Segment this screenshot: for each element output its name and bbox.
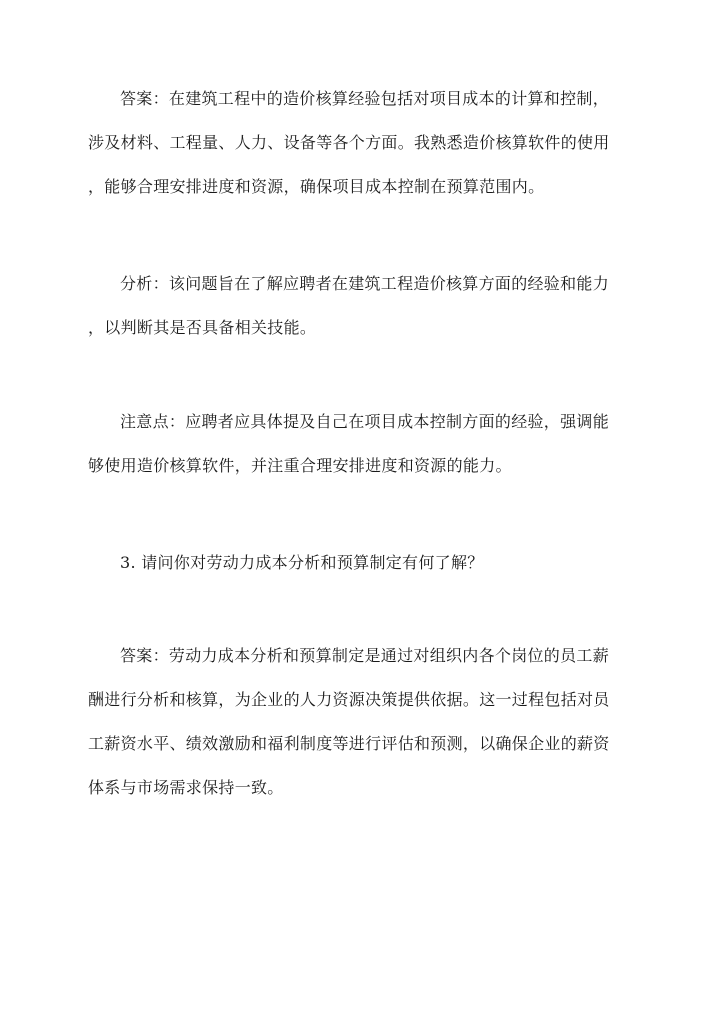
- text-line: 答案：在建筑工程中的造价核算经验包括对项目成本的计算和控制，: [120, 89, 610, 108]
- analysis-paragraph: [88, 262, 636, 350]
- answer-paragraph: [88, 634, 636, 810]
- text-line: 工薪资水平、绩效激励和福利制度等进行评估和预测，以确保企业的薪资: [88, 734, 610, 753]
- text-line: 够使用造价核算软件，并注重合理安排进度和资源的能力。: [88, 456, 512, 475]
- text-line: 分析：该问题旨在了解应聘者在建筑工程造价核算方面的经验和能力: [120, 274, 610, 293]
- notes-paragraph: [88, 400, 636, 488]
- text-line: 涉及材料、工程量、人力、设备等各个方面。我熟悉造价核算软件的使用: [88, 133, 610, 152]
- text-line: ，以判断其是否具备相关技能。: [88, 318, 317, 337]
- text-line: 注意点：应聘者应具体提及自己在项目成本控制方面的经验，强调能: [120, 412, 610, 431]
- answer-paragraph: [88, 77, 636, 209]
- text-line: 答案：劳动力成本分析和预算制定是通过对组织内各个岗位的员工薪: [120, 646, 610, 665]
- text-line: 体系与市场需求保持一致。: [88, 778, 284, 797]
- question-heading: [88, 541, 636, 585]
- text-line: ，能够合理安排进度和资源，确保项目成本控制在预算范围内。: [88, 177, 545, 196]
- question-text: 3. 请问你对劳动力成本分析和预算制定有何了解？: [120, 553, 484, 572]
- text-line: 酬进行分析和核算，为企业的人力资源决策提供依据。这一过程包括对员: [88, 690, 610, 709]
